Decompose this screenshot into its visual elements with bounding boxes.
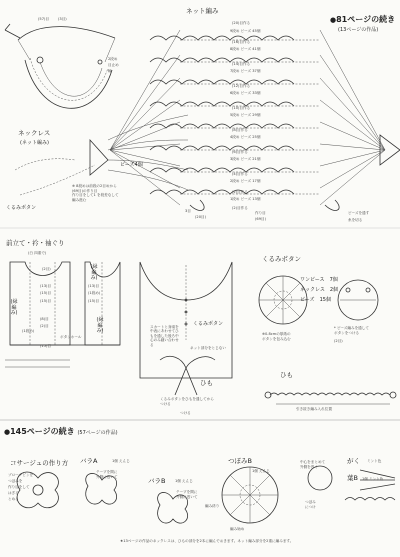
crossref-81-label: 81ページの続き (336, 15, 396, 24)
front-sub: (白 四重で) (28, 251, 47, 255)
corsage-title: コサージュの作り方 (10, 459, 69, 467)
crossref-81-sub: (13ページの作品) (338, 27, 379, 33)
top-annot-4: (3目) (58, 17, 67, 21)
corsage-note: ブローチピンを (8, 473, 34, 477)
kurumi-button-label: くるみボタン (193, 321, 224, 327)
front-panel (5, 262, 120, 367)
bottom-annot-3: (69目) (255, 217, 266, 221)
front-row: (15)目 (40, 299, 51, 303)
bottom-annot-2: 作り目 (255, 211, 266, 215)
tsubomi-b: つぼみB (228, 457, 252, 465)
corsage-note: つぼみを (8, 479, 23, 483)
front-row: (15)目 (40, 291, 51, 295)
front-row: (15)目 (40, 344, 51, 348)
bara-a-sub: 1個 えんじ (112, 459, 130, 463)
row-label: 3段め ビーズ 21個 (230, 157, 261, 161)
beads-label: ビーズ4個 (120, 162, 143, 168)
himo-drawing (265, 392, 396, 404)
row-pattern-label: (20)目作る (232, 21, 251, 25)
gaku-note: つぼみ につけ (305, 500, 316, 509)
corsage-note: はぎる (8, 491, 19, 495)
front-row: (2)目 (40, 324, 49, 328)
bara-a: バラA (80, 457, 98, 465)
tsubomi-note: 中心をまとめて 外側を巻く (300, 460, 326, 469)
net-title: ネット編み (186, 7, 219, 15)
top-annot-1: 目止め (108, 63, 119, 67)
bottom-annot-1: (20目) (195, 215, 206, 219)
front-annot-2: (縁編み) (96, 317, 104, 334)
himo-note: くるみボタンをひもを通してから つける (160, 397, 214, 406)
chain-line (15, 115, 188, 195)
row-pattern-label: (10)目作る (232, 106, 251, 110)
row-pattern-label: (2)目作る (232, 206, 248, 210)
row-label: 9段め ビーズ 45個 (230, 29, 261, 33)
row-pattern-label: (12)目作る (232, 84, 251, 88)
himo-caption: 引き抜き編み入れ位置 (296, 407, 332, 411)
gaku-sub: ミント色 (367, 459, 382, 463)
front-row: (15)目 (88, 299, 99, 303)
row-label: 4段め ビーズ 25個 (230, 135, 261, 139)
row-label: 6段め ビーズ 33個 (230, 91, 261, 95)
front-title: 前立て・衿・袖ぐり (6, 239, 65, 247)
necklace-title: ネックレス (18, 129, 51, 137)
corsage-drawings (17, 466, 395, 523)
row-label: 8段め ビーズ 41個 (230, 47, 261, 51)
necklace-sub: (ネット編み) (20, 140, 49, 146)
row-pattern-label: (4)目作る (232, 172, 248, 176)
bara-b: バラB (148, 477, 166, 485)
tsubomi-b-sub: 1個 えんじ (252, 469, 270, 473)
footer-note: ★13ページの作品のネックレスは、ひもの部分を2本に編んでおきます。ネット編み部分を2重に編みます。 (120, 539, 294, 543)
kurumi-item: ネックレス 2個 (300, 287, 339, 293)
front-row: (1段め) (22, 329, 35, 333)
corsage-note: 作り目をして (8, 485, 30, 489)
top-annot-2: 輪 (108, 69, 112, 73)
crossref-145: ●145ページの続き (57ページの作品) (4, 427, 118, 436)
legend-kurumi: くるみボタン (6, 205, 37, 211)
row-pattern-label: (6)目作る (232, 150, 248, 154)
crossref-145-sub: (57ページの作品) (77, 430, 118, 436)
kurumi-item: ワンピース 7個 (300, 277, 338, 283)
bara-b-note: テープを間に 外側に巻いて (176, 490, 198, 499)
kurumi-right-note: * ビーズ編みを通して ボタンをつける (334, 326, 369, 335)
gaku: がく (347, 457, 360, 465)
necklace-drawing (5, 24, 118, 108)
himo-label: ひも (200, 379, 213, 387)
row-pattern-label: (14)目作る (232, 62, 251, 66)
front-row: (1段め) (88, 291, 101, 295)
start-note: ※ 8段めは前段の2目めから (69目)の作り目 作り目をして1 を段差なして 編み進む (72, 184, 119, 203)
row-label: 2段め ビーズ 17個 (230, 179, 261, 183)
bara-a-note: テープを間に 外側に巻いて (96, 470, 118, 479)
row-label: 1段め ビーズ 13個 (230, 197, 261, 201)
kurumi-inner-note: ※0.8cmの厚紙の ボタンを包み込む (262, 332, 291, 341)
front-row: (13)目 (40, 284, 51, 288)
front-row: ボタンホール (60, 335, 82, 339)
bara-b-sub: 1個 えんじ (175, 479, 193, 483)
row-pattern-label: (16)目作る (232, 40, 251, 44)
ha-b-sub: 1個 ミント色 (362, 477, 384, 481)
legend-beads: ビーズを通す (348, 211, 370, 215)
front-row: (13)目 (88, 284, 99, 288)
crossref-145-label: 145ページの続き (10, 427, 75, 436)
front-annot-3: (2目) (42, 267, 51, 271)
front-annot-1: (縁編み) (10, 299, 18, 316)
himo-title: ひも (280, 371, 293, 379)
ha-b: 葉B (347, 474, 358, 482)
top-annot-3: (57)目 (38, 17, 49, 21)
bottom-annot-0: 3目 (185, 209, 191, 213)
corsage-note: とめる (8, 497, 19, 501)
top-annot-0: 2段め (108, 57, 118, 61)
front-row: (8)目 (40, 317, 49, 321)
row-pattern-label: (8)目作る (232, 128, 248, 132)
row-label: 5段め ビーズ 29個 (230, 113, 261, 117)
row-label: 7段め ビーズ 37個 (230, 69, 261, 73)
edge-label-start: 編み始め (230, 527, 245, 531)
edge-label-end: 編み終り (205, 504, 220, 508)
body-note: スカートと身頃を中表にあわせてひもを通した後ろ中心のみ縫い合わせる (150, 325, 179, 347)
front-annot-0: (縁編み) (90, 264, 98, 281)
crossref-81: ●81ページの続き (330, 15, 396, 24)
row-pattern-label: (2)目作る (232, 190, 248, 194)
himo-bottom: つける (180, 411, 191, 415)
kurumi-title: くるみボタン (262, 255, 301, 263)
kurumi-right-note2: (2目) (334, 339, 343, 343)
legend-cut: 糸を切る (348, 218, 363, 222)
himo-center-note: ネット部分をとじない (190, 346, 226, 350)
kurumi-item: ビーズ 15個 (300, 297, 331, 303)
